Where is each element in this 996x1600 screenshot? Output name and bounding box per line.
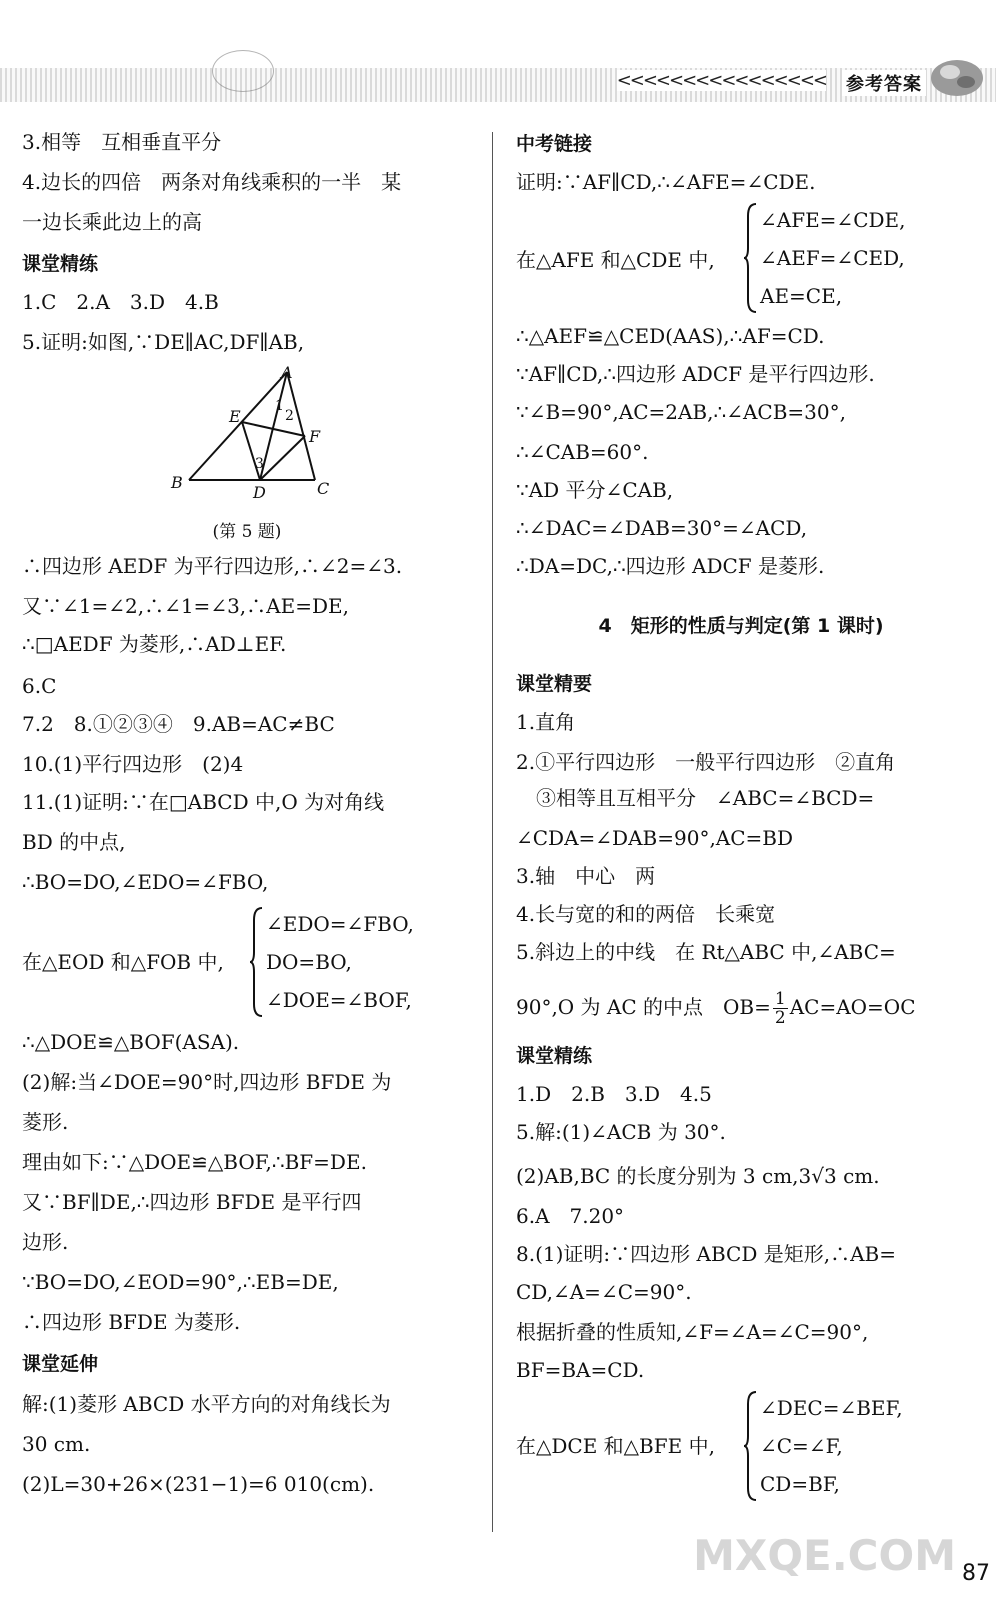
answer-line: ∴BO=DO,∠EDO=∠FBO, — [22, 870, 269, 894]
fraction-half — [773, 990, 788, 1027]
answer-line: 6.A 7.20° — [516, 1204, 625, 1228]
fraction-denominator: 2 — [774, 1008, 786, 1028]
section-heading: 课堂精练 — [516, 1045, 593, 1067]
answer-line: (2)解:当∠DOE=90°时,四边形 BFDE 为 — [22, 1070, 392, 1094]
fig-label-d: D — [253, 483, 266, 502]
figure-caption: (第 5 题) — [212, 522, 282, 542]
answer-line: 5.斜边上的中线 在 Rt△ABC 中,∠ABC= — [516, 940, 896, 964]
section-heading: 中考链接 — [516, 133, 593, 155]
brace-line: ∠AFE=∠CDE, — [760, 208, 906, 232]
answer-line: ∴△AEF≌△CED(AAS),∴AF=CD. — [516, 324, 825, 348]
answer-line: 解:(1)菱形 ABCD 水平方向的对角线长为 — [22, 1392, 391, 1416]
brace-icon — [744, 202, 758, 314]
brace-line: ∠AEF=∠CED, — [760, 246, 905, 270]
page-header — [0, 0, 996, 110]
answer-line: BD 的中点, — [22, 830, 126, 854]
answer-line: 10.(1)平行四边形 (2)4 — [22, 752, 244, 776]
brace-prefix: 在△AFE 和△CDE 中, — [516, 248, 715, 272]
answer-line: ∴∠DAC=∠DAB=30°=∠ACD, — [516, 516, 808, 540]
brace-line: ∠EDO=∠FBO, — [266, 912, 414, 936]
answer-line: 5.证明:如图,∵DE∥AC,DF∥AB, — [22, 330, 305, 354]
answer-line: ∴DA=DC,∴四边形 ADCF 是菱形. — [516, 554, 825, 578]
fig-label-a: A — [281, 364, 293, 382]
brace-icon — [250, 906, 264, 1018]
answer-line: 4.长与宽的和的两倍 长乘宽 — [516, 902, 776, 926]
brace-line: ∠C=∠F, — [760, 1434, 843, 1458]
figure-5-diagram — [167, 364, 357, 504]
answer-line: (2)AB,BC 的长度分别为 3 cm,3√3 cm. — [516, 1164, 880, 1188]
answer-line: 又∵∠1=∠2,∴∠1=∠3,∴AE=DE, — [22, 594, 349, 618]
header-logo-icon — [928, 52, 986, 100]
answer-line: ∠CDA=∠DAB=90°,AC=BD — [516, 826, 794, 850]
answer-line: 4.边长的四倍 两条对角线乘积的一半 某 — [22, 170, 402, 194]
fraction-numerator: 1 — [774, 989, 786, 1009]
answer-line: 菱形. — [22, 1110, 69, 1134]
equation-brace — [744, 1390, 964, 1502]
answer-line: ∴△DOE≌△BOF(ASA). — [22, 1030, 240, 1054]
section-heading: 课堂精要 — [516, 673, 593, 695]
answer-line: 11.(1)证明:∵在□ABCD 中,O 为对角线 — [22, 790, 385, 814]
answer-line: ∴□AEDF 为菱形,∴AD⊥EF. — [22, 632, 287, 656]
header-title: 参考答案 — [842, 70, 926, 96]
fig-angle-1: 1 — [275, 398, 284, 414]
brace-prefix: 在△EOD 和△FOB 中, — [22, 950, 224, 974]
answer-line: BF=BA=CD. — [516, 1358, 645, 1382]
answer-line: ∵AD 平分∠CAB, — [516, 478, 674, 502]
fig-label-e: E — [229, 407, 241, 426]
header-chevrons: <<<<<<<<<<<<<<<< — [616, 70, 826, 91]
answer-line: 30 cm. — [22, 1432, 91, 1456]
answer-line: 8.(1)证明:∵四边形 ABCD 是矩形,∴AB= — [516, 1242, 896, 1266]
answer-line: ∴∠CAB=60°. — [516, 440, 649, 464]
brace-icon — [744, 1390, 758, 1502]
answer-line: 1.D 2.B 3.D 4.5 — [516, 1082, 712, 1106]
section-heading: 课堂延伸 — [22, 1353, 99, 1375]
answer-line: ∵BO=DO,∠EOD=90°,∴EB=DE, — [22, 1270, 339, 1294]
answer-line: 5.解:(1)∠ACB 为 30°. — [516, 1120, 726, 1144]
brace-line: CD=BF, — [760, 1472, 840, 1496]
brace-line: AE=CE, — [760, 284, 843, 308]
section-title: 4 矩形的性质与判定(第 1 课时) — [598, 615, 884, 637]
section-heading: 课堂精练 — [22, 253, 99, 275]
fig-label-c: C — [317, 479, 330, 498]
watermark: MXQE.COM — [693, 1531, 956, 1580]
fraction-suffix: AC=AO=OC — [789, 995, 916, 1019]
answer-line: ③相等且互相平分 ∠ABC=∠BCD= — [536, 786, 875, 810]
answer-line: 2.①平行四边形 一般平行四边形 ②直角 — [516, 750, 896, 774]
answer-line: ∴四边形 AEDF 为平行四边形,∴∠2=∠3. — [22, 554, 403, 578]
fig-angle-2: 2 — [285, 408, 294, 424]
brace-line: ∠DEC=∠BEF, — [760, 1396, 903, 1420]
answer-line: 1.直角 — [516, 710, 576, 734]
answer-line: 边形. — [22, 1230, 69, 1254]
answer-line: 1.C 2.A 3.D 4.B — [22, 290, 219, 314]
answer-line: 又∵BF∥DE,∴四边形 BFDE 是平行四 — [22, 1190, 362, 1214]
equation-brace — [744, 202, 964, 314]
answer-line: (2)L=30+26×(231−1)=6 010(cm). — [22, 1472, 375, 1496]
brace-prefix: 在△DCE 和△BFE 中, — [516, 1434, 715, 1458]
answer-line: 7.2 8.①②③④ 9.AB=AC≠BC — [22, 712, 335, 736]
answer-line: CD,∠A=∠C=90°. — [516, 1280, 692, 1304]
stamp-mark — [212, 50, 274, 92]
answer-line: 3.相等 互相垂直平分 — [22, 130, 222, 154]
answer-line: 理由如下:∵△DOE≌△BOF,∴BF=DE. — [22, 1150, 367, 1174]
fig-label-b: B — [171, 473, 183, 492]
answer-line: 证明:∵AF∥CD,∴∠AFE=∠CDE. — [516, 170, 816, 194]
answer-line: ∵∠B=90°,AC=2AB,∴∠ACB=30°, — [516, 400, 846, 424]
fig-angle-3: 3 — [255, 456, 264, 472]
brace-line: DO=BO, — [266, 950, 352, 974]
column-divider — [492, 132, 493, 1532]
answer-line-fraction — [516, 990, 916, 1027]
equation-brace — [250, 906, 470, 1018]
answer-line: 一边长乘此边上的高 — [22, 210, 202, 234]
answer-line: 3.轴 中心 两 — [516, 864, 656, 888]
answer-line: 6.C — [22, 674, 57, 698]
brace-line: ∠DOE=∠BOF, — [266, 988, 412, 1012]
answer-line: ∵AF∥CD,∴四边形 ADCF 是平行四边形. — [516, 362, 875, 386]
answer-line: ∴四边形 BFDE 为菱形. — [22, 1310, 241, 1334]
fig-label-f: F — [309, 427, 321, 446]
fraction-prefix: 90°,O 为 AC 的中点 OB= — [516, 995, 771, 1019]
answer-line: 根据折叠的性质知,∠F=∠A=∠C=90°, — [516, 1320, 869, 1344]
page-number: 87 — [962, 1561, 990, 1586]
